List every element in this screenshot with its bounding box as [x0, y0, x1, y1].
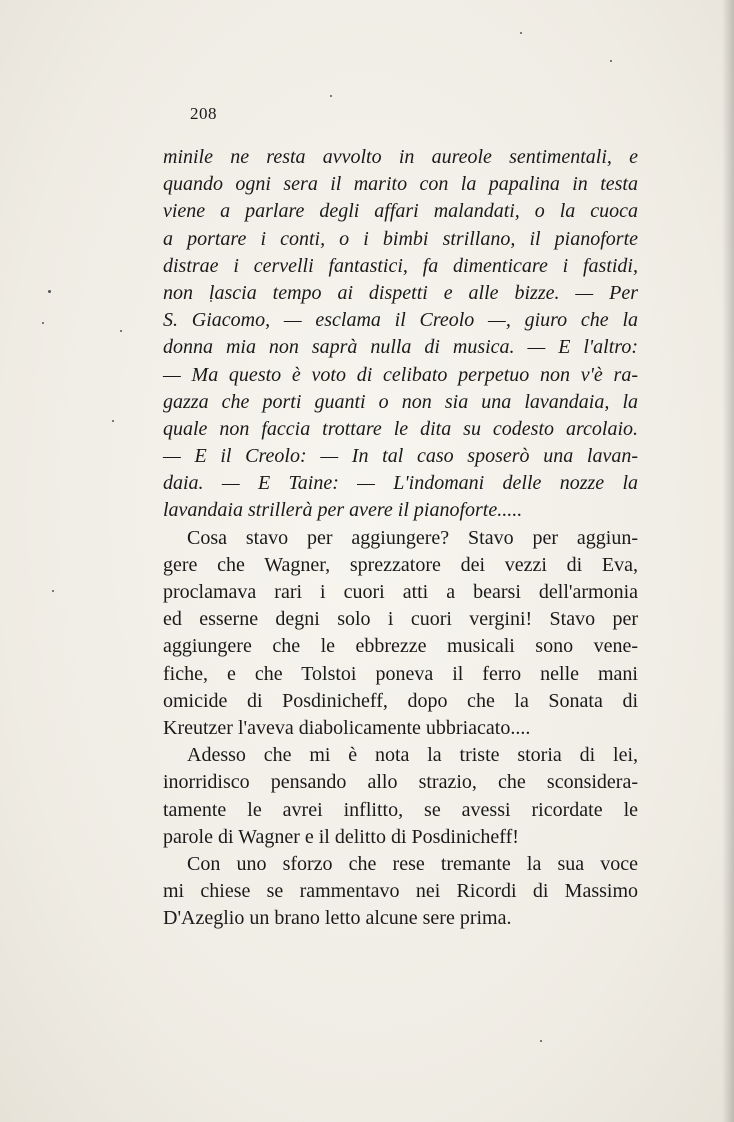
text-line: Con uno sforzo che rese tremante la sua voce: [187, 852, 638, 875]
text-line: donna mia non saprà nulla di musica. — E l'altro:: [163, 336, 638, 359]
text-line: gere che Wagner, sprezzatore dei vezzi di Eva,: [163, 553, 638, 576]
text-line: — Ma questo è voto di celibato perpetuo non v'è ra-: [163, 363, 638, 386]
text-line: omicide di Posdinicheff, dopo che la Sonata di: [163, 689, 638, 712]
text-line: inorridisco pensando allo strazio, che sconsidera-: [163, 771, 638, 794]
text-line: Cosa stavo per aggiungere? Stavo per aggiun-: [187, 526, 638, 549]
text-line: lavandaia strillerà per avere il pianoforte.....: [163, 499, 523, 522]
text-line: minile ne resta avvolto in aureole sentimentali, e: [163, 146, 638, 168]
text-line: gazza che porti guanti o non sia una lavandaia, la: [163, 390, 638, 413]
text-line: fiche, e che Tolstoi poneva il ferro nelle mani: [163, 662, 638, 685]
text-line: viene a parlare degli affari malandati, o la cuoca: [163, 200, 638, 223]
text-line: proclamava rari i cuori atti a bearsi dell'armonia: [163, 581, 638, 603]
page-edge-shadow: [722, 0, 734, 1122]
text-line: tamente le avrei inflitto, se avessi ricordate le: [163, 798, 638, 821]
text-line: daia. — E Taine: — L'indomani delle nozze la: [163, 472, 638, 495]
text-line: quando ogni sera il marito con la papalina in testa: [163, 173, 638, 196]
text-line: S. Giacomo, — esclama il Creolo —, giuro che la: [163, 309, 638, 332]
text-line: distrae i cervelli fantastici, fa dimenticare i fastidi,: [163, 254, 638, 277]
text-line: a portare i conti, o i bimbi strillano, il pianoforte: [163, 227, 638, 250]
text-line: parole di Wagner e il delitto di Posdinicheff!: [163, 825, 519, 848]
text-line: Adesso che mi è nota la triste storia di lei,: [187, 744, 638, 767]
text-line: Kreutzer l'aveva diabolicamente ubbriacato....: [163, 716, 531, 739]
text-line: ed esserne degni solo i cuori vergini! Stavo per: [163, 608, 638, 631]
text-line: mi chiese se rammentavo nei Ricordi di Massimo: [163, 880, 638, 903]
page-number: 208: [190, 104, 217, 123]
text-line: D'Azeglio un brano letto alcune sere prima.: [163, 907, 512, 930]
body-text: [163, 144, 638, 932]
text-line: non lascia tempo ai dispetti e alle bizze. — Per: [163, 281, 638, 304]
text-line: aggiungere che le ebbrezze musicali sono vene-: [163, 635, 638, 658]
text-line: — E il Creolo: — In tal caso sposerò una lavan-: [163, 445, 638, 468]
text-line: quale non faccia trottare le dita su codesto arcolaio.: [163, 417, 638, 440]
